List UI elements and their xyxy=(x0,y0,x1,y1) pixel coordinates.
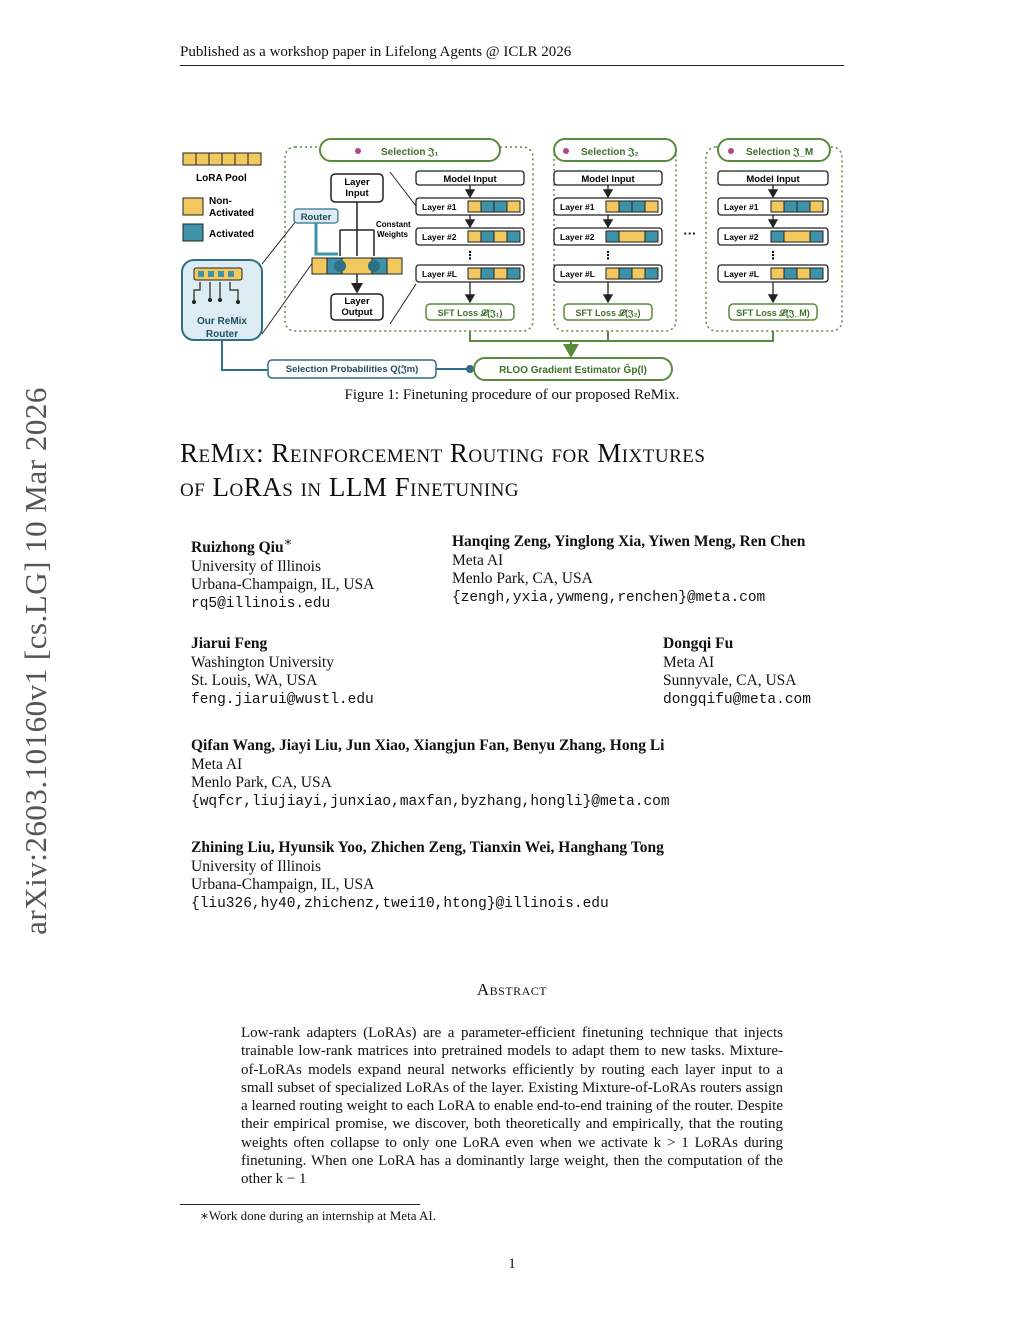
author-block-5 xyxy=(191,737,670,811)
header-rule xyxy=(180,65,844,66)
layer-input-line2: Input xyxy=(345,188,369,199)
figure-caption: Figure 1: Finetuning procedure of our proposed ReMix. xyxy=(344,387,680,403)
legend-non-activated-swatch xyxy=(183,198,203,215)
email[interactable]: rq5@illinois.edu xyxy=(191,595,331,612)
lora-pool xyxy=(183,153,261,165)
rloo-estimator-label: RLOO Gradient Estimator Ĝp(l) xyxy=(499,365,647,376)
router-tag-label: Router xyxy=(300,212,332,223)
dice-icon xyxy=(563,148,569,154)
stack2-layer-2: Layer #2 xyxy=(560,232,595,242)
stack2-vdots: ⋮ xyxy=(602,250,614,262)
router-name-line2: Router xyxy=(205,329,239,340)
email[interactable]: {wqfcr,liujiayi,junxiao,maxfan,byzhang,hongli}@meta.com xyxy=(191,793,670,810)
location: Sunnyvale, CA, USA xyxy=(663,672,797,689)
constant-weights-line2: Weights xyxy=(377,230,408,239)
affiliation: Meta AI xyxy=(191,755,243,773)
sft-loss-2: SFT Loss 𝓛(𝔍₂) xyxy=(575,308,641,318)
location: Urbana-Champaign, IL, USA xyxy=(191,876,375,893)
lora-pool-label: LoRA Pool xyxy=(196,173,247,184)
author-name: Qifan Wang, Jiayi Liu, Jun Xiao, Xiangjun Fan, Benyu Zhang, Hong Li xyxy=(191,737,665,754)
email[interactable]: {zengh,yxia,ywmeng,renchen}@meta.com xyxy=(452,589,766,606)
panels-ellipsis: ··· xyxy=(683,226,697,241)
affiliation: Meta AI xyxy=(663,653,715,671)
footnote-mark: ∗ xyxy=(283,534,293,549)
selection-probabilities-label: Selection Probabilities Q(𝔍m) xyxy=(285,364,419,375)
affiliation: University of Illinois xyxy=(191,557,322,575)
location: Menlo Park, CA, USA xyxy=(452,570,593,587)
stack1-layer-L: Layer #L xyxy=(422,269,457,279)
author-block-2 xyxy=(452,533,805,607)
stackm-layer-1: Layer #1 xyxy=(724,202,759,212)
abstract-text: Low-rank adapters (LoRAs) are a parameter-efficient finetuning technique that injects trainable low-rank matrices into pretrained models to adapt them to new tasks. Mixture-of-LoRAs models expand neural networks efficiently by routing each layer input to a small subset of specialized LoRAs of the layer. Existing Mixture-of-LoRAs routers assign a learned routing weight to each LoRA to enable end-to-end training of the router. Despite their empirical promise, we discover, both theoretically and empirically, that the routing weights often collapse to only one LoRA even when we activate k > 1 LoRAs during finetuning. When one LoRA has a dominantly large weight, then the computation of the other k − 1 xyxy=(241,1025,783,1188)
zoom-lora-row xyxy=(312,258,402,274)
author-block-4 xyxy=(663,635,811,709)
author-block-1 xyxy=(191,533,374,613)
layer-stack-m xyxy=(718,171,828,320)
arxiv-stamp xyxy=(8,366,64,956)
legend-non-activated-label: Activated xyxy=(209,208,255,219)
paper-title xyxy=(180,436,844,504)
footnote: ∗Work done during an internship at Meta AI. xyxy=(200,1208,436,1223)
author-name: Dongqi Fu xyxy=(663,635,734,652)
layer-output-line2: Output xyxy=(341,307,373,318)
author-name: Zhining Liu, Hyunsik Yoo, Zhichen Zeng, Tianxin Wei, Hanghang Tong xyxy=(191,839,664,856)
dice-icon xyxy=(355,148,361,154)
arxiv-stamp-text: arXiv:2603.10160v1 [cs.LG] 10 Mar 2026 xyxy=(18,387,53,935)
page-number: 1 xyxy=(508,1256,516,1272)
sft-loss-m: SFT Loss 𝓛(𝔍_M) xyxy=(736,308,810,318)
footnote-rule xyxy=(180,1204,420,1205)
author-name: Jiarui Feng xyxy=(191,635,268,652)
author-name: Ruizhong Qiu xyxy=(191,539,284,557)
affiliation: University of Illinois xyxy=(191,857,322,875)
sft-loss-1: SFT Loss 𝓛(𝔍₁) xyxy=(437,308,503,318)
stackm-layer-L: Layer #L xyxy=(724,269,759,279)
figure-1-diagram xyxy=(178,134,848,382)
legend-non-label: Non- xyxy=(209,196,232,207)
stackm-vdots: ⋮ xyxy=(767,250,779,262)
model-input-2: Model Input xyxy=(581,174,635,185)
layer-stack-1 xyxy=(416,171,524,320)
abstract-heading: Abstract xyxy=(476,980,548,999)
dice-icon xyxy=(728,148,734,154)
location: Urbana-Champaign, IL, USA xyxy=(191,576,375,594)
email[interactable]: dongqifu@meta.com xyxy=(663,691,811,708)
model-input-1: Model Input xyxy=(443,174,497,185)
stack1-vdots: ⋮ xyxy=(464,250,476,262)
selection-m-label: Selection 𝔍_M xyxy=(746,147,814,158)
selection-1-label: Selection 𝔍₁ xyxy=(381,147,439,158)
title-line-2: of LoRAs in LLM Finetuning xyxy=(180,472,520,502)
stack1-layer-1: Layer #1 xyxy=(422,202,457,212)
legend-activated-label: Activated xyxy=(209,229,255,240)
stack1-layer-2: Layer #2 xyxy=(422,232,457,242)
router-name-line1: Our ReMix xyxy=(196,316,248,327)
model-input-m: Model Input xyxy=(746,174,800,185)
legend-activated-swatch xyxy=(183,224,203,241)
stackm-layer-2: Layer #2 xyxy=(724,232,759,242)
author-name: Hanqing Zeng, Yinglong Xia, Yiwen Meng, Ren Chen xyxy=(452,533,806,550)
layer-input-line1: Layer xyxy=(344,177,370,188)
affiliation: Washington University xyxy=(191,653,334,671)
affiliation: Meta AI xyxy=(452,551,504,569)
author-block-6 xyxy=(191,839,664,913)
selection-2-label: Selection 𝔍₂ xyxy=(581,147,639,158)
constant-weights-line1: Constant xyxy=(376,220,411,229)
title-line-1: ReMix: Reinforcement Routing for Mixtures xyxy=(180,438,706,468)
running-header: Published as a workshop paper in Lifelong Agents @ ICLR 2026 xyxy=(180,44,572,60)
layer-stack-2 xyxy=(554,171,662,320)
location: St. Louis, WA, USA xyxy=(191,672,318,689)
author-block-3 xyxy=(191,635,374,709)
email[interactable]: {liu326,hy40,zhichenz,twei10,htong}@illinois.edu xyxy=(191,895,609,912)
layer-output-line1: Layer xyxy=(344,296,370,307)
stack2-layer-1: Layer #1 xyxy=(560,202,595,212)
email[interactable]: feng.jiarui@wustl.edu xyxy=(191,691,374,708)
stack2-layer-L: Layer #L xyxy=(560,269,595,279)
location: Menlo Park, CA, USA xyxy=(191,774,332,791)
